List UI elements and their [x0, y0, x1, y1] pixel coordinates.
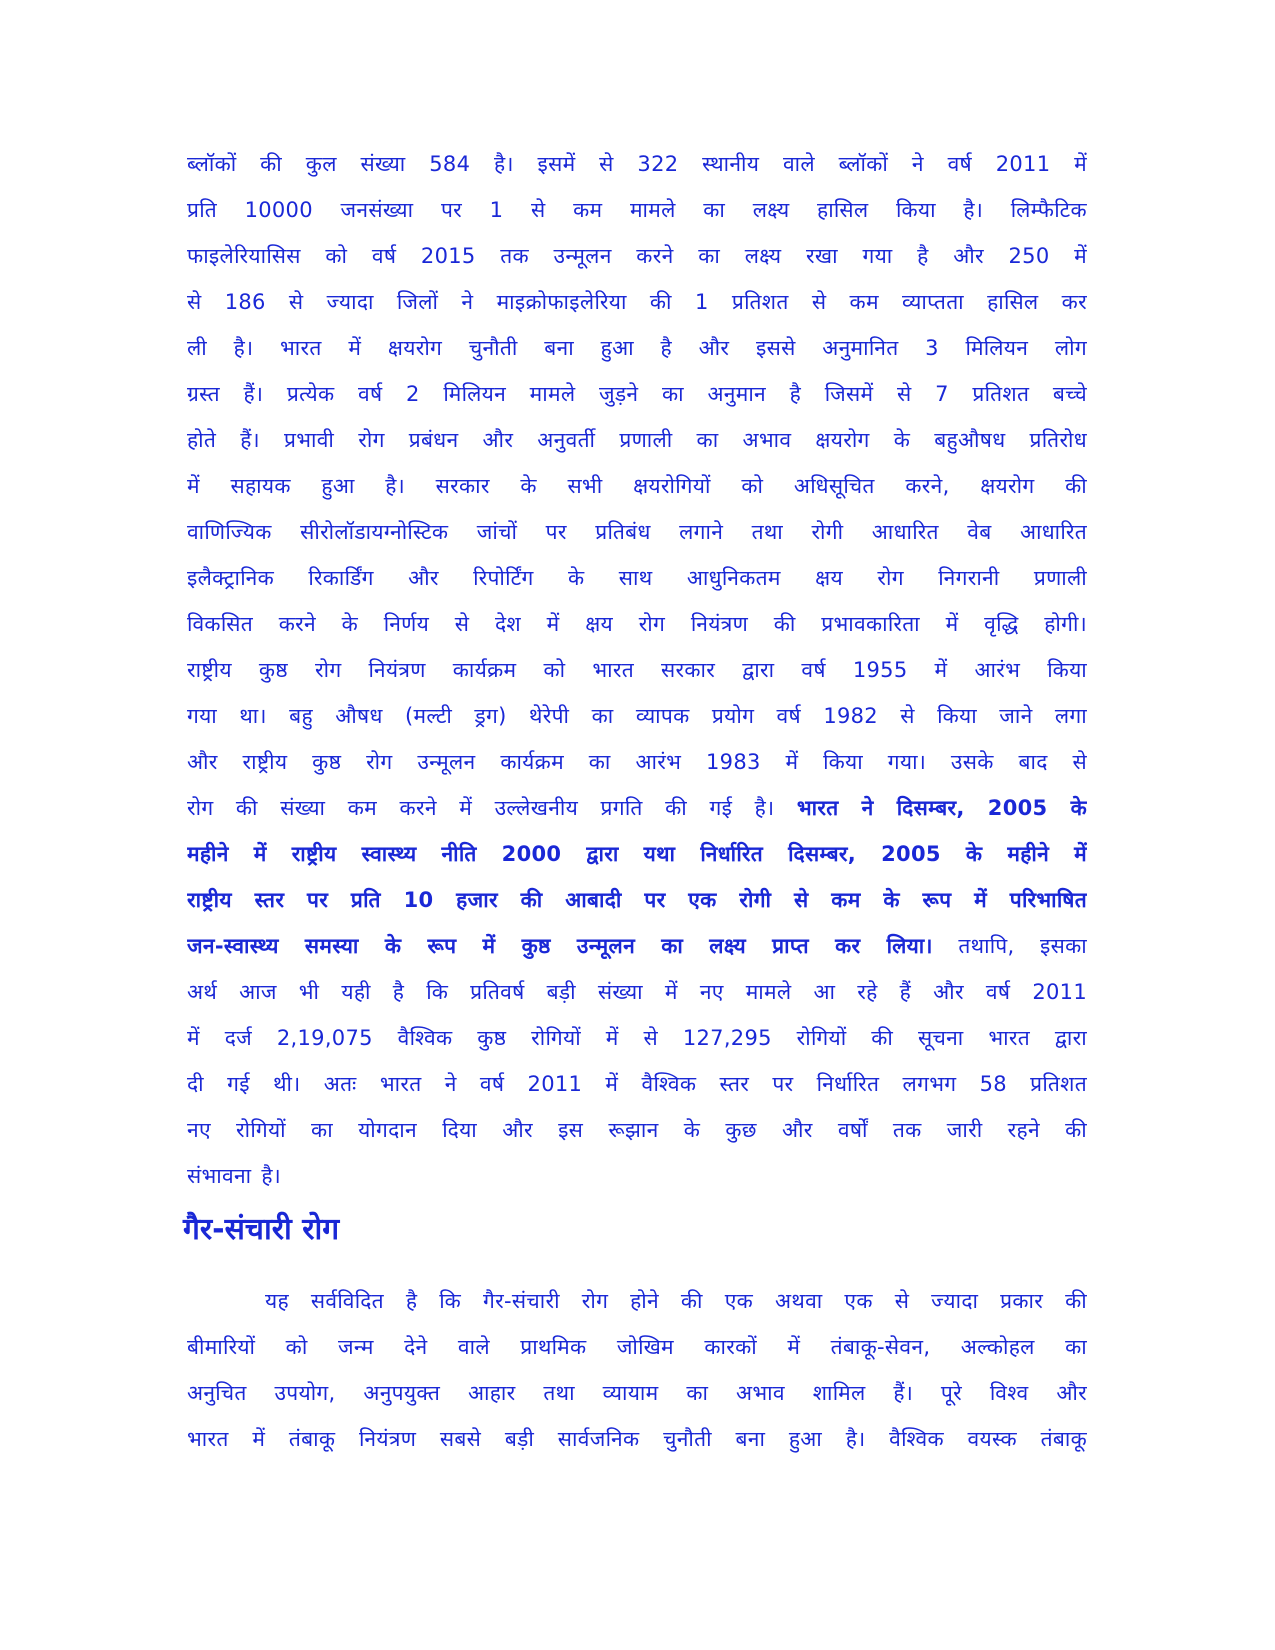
text-line: गया था। बहु औषध (मल्टी ड्रग) थेरेपी का व्यापक प्रयोग वर्ष 1982 से किया जाने लगा	[187, 704, 1087, 728]
text-line: संभावना है।	[187, 1164, 282, 1188]
text-line: यह सर्वविदित है कि गैर-संचारी रोग होने की एक अथवा एक से ज्यादा प्रकार की	[265, 1289, 1087, 1313]
bold-text-line: महीने में राष्ट्रीय स्वास्थ्य नीति 2000 द्वारा यथा निर्धारित दिसम्बर, 2005 के महीने में	[187, 842, 1087, 866]
text-line: नए रोगियों का योगदान दिया और इस रूझान के कुछ और वर्षों तक जारी रहने की	[187, 1118, 1087, 1142]
bold-text-span: भारत ने दिसम्बर, 2005 के	[796, 796, 1087, 820]
text-line: बीमारियों को जन्म देने वाले प्राथमिक जोखिम कारकों में तंबाकू-सेवन, अल्कोहल का	[187, 1335, 1087, 1359]
paragraph-non-communicable-diseases	[187, 1278, 1087, 1462]
text-line: फाइलेरियासिस को वर्ष 2015 तक उन्मूलन करने का लक्ष्य रखा गया है और 250 में	[187, 244, 1087, 268]
paragraph-communicable-diseases	[187, 141, 1087, 1199]
text-line: ग्रस्त हैं। प्रत्येक वर्ष 2 मिलियन मामले जुड़ने का अनुमान है जिसमें से 7 प्रतिशत बच्चे	[187, 382, 1087, 406]
text-line: से 186 से ज्यादा जिलों ने माइक्रोफाइलेरिया की 1 प्रतिशत से कम व्याप्तता हासिल कर	[187, 290, 1087, 314]
text-line: विकसित करने के निर्णय से देश में क्षय रोग नियंत्रण की प्रभावकारिता में वृद्धि होगी।	[187, 612, 1087, 636]
bold-text-line: राष्ट्रीय स्तर पर प्रति 10 हजार की आबादी पर एक रोगी से कम के रूप में परिभाषित	[187, 888, 1087, 912]
text-line: भारत में तंबाकू नियंत्रण सबसे बड़ी सार्वजनिक चुनौती बना हुआ है। वैश्विक वयस्क तंबाकू	[187, 1427, 1087, 1451]
text-line: अनुचित उपयोग, अनुपयुक्त आहार तथा व्यायाम का अभाव शामिल हैं। पूरे विश्व और	[187, 1381, 1087, 1405]
text-line: और राष्ट्रीय कुष्ठ रोग उन्मूलन कार्यक्रम का आरंभ 1983 में किया गया। उसके बाद से	[187, 750, 1087, 774]
text-line: में सहायक हुआ है। सरकार के सभी क्षयरोगियों को अधिसूचित करने, क्षयरोग की	[187, 474, 1087, 498]
text-line: में दर्ज 2,19,075 वैश्विक कुष्ठ रोगियों में से 127,295 रोगियों की सूचना भारत द्वारा	[187, 1026, 1087, 1050]
text-line: राष्ट्रीय कुष्ठ रोग नियंत्रण कार्यक्रम को भारत सरकार द्वारा वर्ष 1955 में आरंभ किया	[187, 658, 1087, 682]
text-line: ली है। भारत में क्षयरोग चुनौती बना हुआ है और इससे अनुमानित 3 मिलियन लोग	[187, 336, 1087, 360]
text-line: होते हैं। प्रभावी रोग प्रबंधन और अनुवर्ती प्रणाली का अभाव क्षयरोग के बहुऔषध प्रतिरोध	[187, 428, 1087, 452]
text-span: रोग की संख्या कम करने में उल्लेखनीय प्रगति की गई है।	[187, 796, 775, 820]
bold-text-span: जन-स्वास्थ्य समस्या के रूप में कुष्ठ उन्मूलन का लक्ष्य प्राप्त कर लिया।	[187, 934, 933, 958]
text-line: ब्लॉकों की कुल संख्या 584 है। इसमें से 322 स्थानीय वाले ब्लॉकों ने वर्ष 2011 में	[187, 152, 1087, 176]
text-line-mixed	[187, 923, 1087, 969]
text-line: अर्थ आज भी यही है कि प्रतिवर्ष बड़ी संख्या में नए मामले आ रहे हैं और वर्ष 2011	[187, 980, 1087, 1004]
text-line: दी गई थी। अतः भारत ने वर्ष 2011 में वैश्विक स्तर पर निर्धारित लगभग 58 प्रतिशत	[187, 1072, 1087, 1096]
text-line: प्रति 10000 जनसंख्या पर 1 से कम मामले का लक्ष्य हासिल किया है। लिम्फैटिक	[187, 198, 1087, 222]
text-line: इलैक्ट्रानिक रिकार्डिंग और रिपोर्टिंग के साथ आधुनिकतम क्षय रोग निगरानी प्रणाली	[187, 566, 1087, 590]
section-heading: गैर-संचारी रोग	[183, 1212, 340, 1247]
text-line-mixed	[187, 785, 1087, 831]
text-span: तथापि, इसका	[958, 934, 1087, 958]
text-line: वाणिज्यिक सीरोलॉडायग्नोस्टिक जांचों पर प्रतिबंध लगाने तथा रोगी आधारित वेब आधारित	[187, 520, 1087, 544]
